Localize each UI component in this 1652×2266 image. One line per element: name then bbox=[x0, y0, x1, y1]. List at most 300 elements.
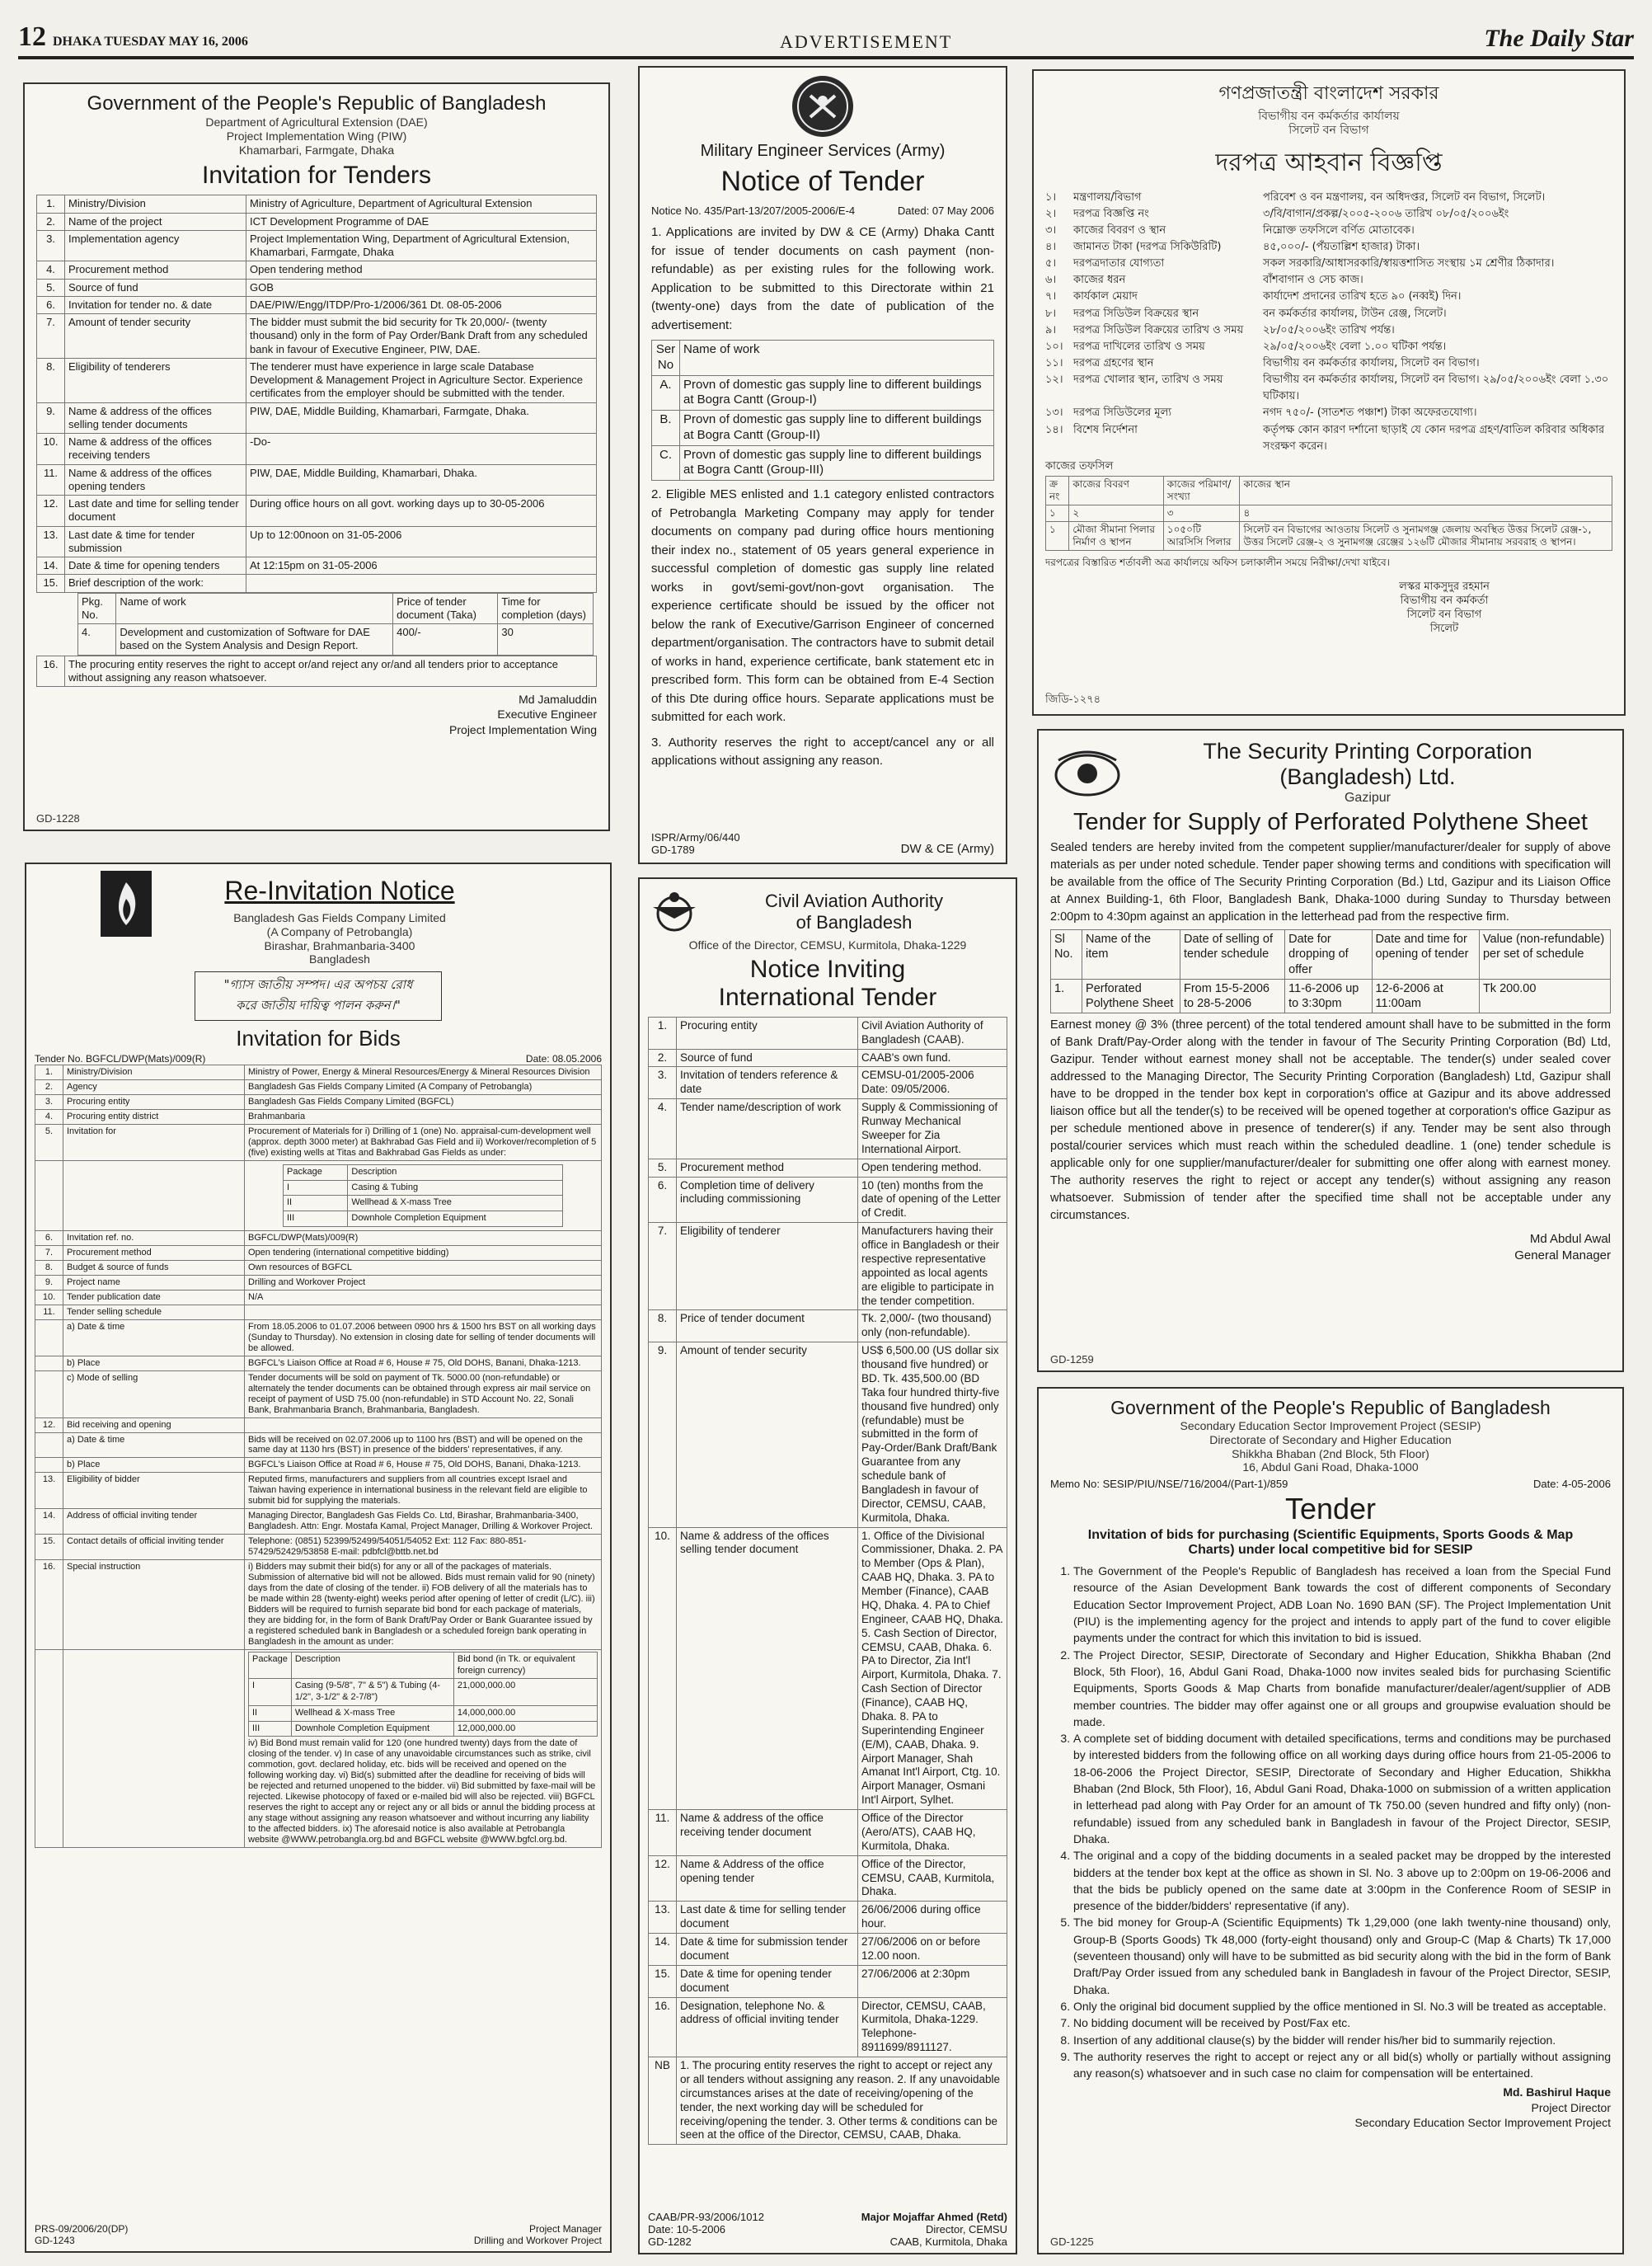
caab-office: Office of the Director, CEMSU, Kurmitola, Dhaka-1229 bbox=[688, 938, 967, 952]
bgfcl-row bbox=[35, 1110, 602, 1125]
bgfcl-bond-row bbox=[249, 1705, 598, 1721]
table-cell: ICT Development Programme of DAE bbox=[246, 213, 597, 230]
table-row bbox=[78, 593, 594, 624]
table-cell: Downhole Completion Equipment bbox=[291, 1721, 453, 1737]
table-cell: Downhole Completion Equipment bbox=[348, 1211, 563, 1227]
forest-cell: পরিবেশ ও বন মন্ত্রণালয়, বন অধিদপ্তর, সিলেট বন বিভাগ, সিলেট। bbox=[1263, 190, 1546, 204]
table-cell: 6. bbox=[37, 296, 65, 313]
table-cell: Open tendering method bbox=[246, 261, 597, 279]
sesip-sig-office: Secondary Education Sector Improvement Project bbox=[1354, 2115, 1611, 2129]
bgfcl-pkg-row bbox=[284, 1211, 563, 1227]
caab-date: Date: 10-5-2006 bbox=[648, 2223, 725, 2235]
table-cell: b) Place bbox=[63, 1458, 245, 1473]
sesip-l2: Directorate of Secondary and Higher Education bbox=[1209, 1432, 1452, 1446]
table-cell: Ministry of Agriculture, Department of Agricultural Extension bbox=[246, 195, 597, 213]
caab-sig-name: Major Mojaffar Ahmed (Retd) bbox=[861, 2211, 1007, 2223]
bgfcl-row bbox=[35, 1370, 602, 1417]
caab-row bbox=[649, 1159, 1007, 1177]
forest-row bbox=[1045, 190, 1612, 206]
mes-gd: GD-1789 bbox=[651, 844, 695, 856]
dae-row bbox=[37, 296, 597, 313]
forest-cell: নিম্নোক্ত তফসিলে বর্ণিত মোতাবেক। bbox=[1263, 223, 1415, 237]
spcbl-gd: GD-1259 bbox=[1050, 1353, 1094, 1366]
table-header: Name of the item bbox=[1082, 930, 1180, 979]
table-cell: Date & time for opening tenders bbox=[65, 557, 246, 575]
page-header bbox=[18, 23, 1634, 59]
bgfcl-date: Date: 08.05.2006 bbox=[525, 1053, 602, 1065]
sesip-item: 9. The authority reserves the right to accept or reject any or all bid(s) wholly or partially without assigning any reason(s) whatsoever and in such case no claim for compensation will be entertained. bbox=[1073, 2048, 1611, 2082]
table-cell: CEMSU-01/2005-2006 Date: 09/05/2006. bbox=[858, 1067, 1007, 1099]
table-cell: 7. bbox=[37, 314, 65, 359]
table-cell: Supply & Commissioning of Runway Mechanical Sweeper for Zia International Airport. bbox=[858, 1099, 1007, 1159]
bgfcl-bond-row bbox=[249, 1721, 598, 1737]
mes-ref: ISPR/Army/06/440 bbox=[651, 831, 740, 844]
table-cell: Procurement method bbox=[65, 261, 246, 279]
table-cell: Price of tender document bbox=[677, 1310, 858, 1342]
table-cell: III bbox=[284, 1211, 348, 1227]
table-cell: Wellhead & X-mass Tree bbox=[291, 1705, 453, 1721]
dae-tender-ad bbox=[23, 82, 610, 831]
bgfcl-bond-table bbox=[248, 1652, 598, 1737]
forest-gd: জিডি-১২৭৪ bbox=[1045, 693, 1101, 706]
table-cell bbox=[35, 1432, 63, 1458]
caab-sig-title: Director, CEMSU bbox=[926, 2223, 1007, 2235]
forest-tf-label: কাজের তফসিল bbox=[1045, 459, 1114, 472]
caab-sig-office: CAAB, Kurmitola, Dhaka bbox=[889, 2235, 1007, 2248]
dae-row bbox=[37, 213, 597, 230]
forest-row bbox=[1045, 272, 1612, 289]
table-cell: The tenderer must have experience in large scale Database Development & Management Project in Agriculture Sector. Experience certificates from the employer should be submitted with the tender. bbox=[246, 358, 597, 402]
table-cell: b) Place bbox=[63, 1356, 245, 1370]
table-cell: 3. bbox=[37, 230, 65, 261]
table-cell: Ministry/Division bbox=[65, 195, 246, 213]
dae-line2: Project Implementation Wing (PIW) bbox=[226, 129, 407, 143]
table-cell: 7. bbox=[35, 1245, 63, 1260]
table-header: কাজের বিবরণ bbox=[1069, 476, 1163, 505]
forest-cell: ২৮/০৫/২০০৬ইং তারিখ পর্যন্ত। bbox=[1263, 323, 1395, 336]
table-cell bbox=[35, 1319, 63, 1356]
table-cell: Invitation ref. no. bbox=[63, 1230, 245, 1245]
sesip-l3: Shikkha Bhaban (2nd Block, 5th Floor) bbox=[1232, 1446, 1429, 1460]
table-cell: 26/06/2006 during office hour. bbox=[858, 1902, 1007, 1934]
forest-cell: কার্যাদেশ প্রদানের তারিখ হতে ৯০ (নব্বই) দিন। bbox=[1263, 290, 1462, 303]
table-cell: From 15-5-2006 to 28-5-2006 bbox=[1180, 979, 1284, 1013]
caab-row bbox=[649, 1049, 1007, 1067]
table-cell: Special instruction bbox=[63, 1560, 245, 1650]
table-cell: 4. bbox=[35, 1110, 63, 1125]
dae-line3: Khamarbari, Farmgate, Dhaka bbox=[238, 143, 395, 157]
table-row bbox=[1046, 476, 1612, 505]
table-cell: 6. bbox=[35, 1230, 63, 1245]
table-row bbox=[1046, 521, 1612, 550]
forest-row bbox=[1045, 306, 1612, 322]
spcbl-tender-ad bbox=[1037, 729, 1624, 1372]
mes-org: Military Engineer Services (Army) bbox=[700, 142, 946, 160]
table-cell: Civil Aviation Authority of Bangladesh (CAAB). bbox=[858, 1017, 1007, 1049]
table-cell: 4. bbox=[78, 624, 116, 656]
table-header-row bbox=[652, 341, 994, 376]
table-cell: ৩ bbox=[1163, 505, 1240, 521]
table-row bbox=[1051, 930, 1611, 979]
mes-para2: 2. Eligible MES enlisted and 1.1 category enlisted contractors of Petrobangla Marketing Company may apply for tender documents on company pad during office hours mentioning their index no., statement of 05 years general experience in successful completion of domestic gas supply line related works in govt/semi-govt/non-govt organisation. The experience certificate should be issued by the officer not below the rank of Executive/Garrison Engineer of concerned department/organisation. The contractors have to submit detail of works in hand, experience certificate, bank statement etc in prescribed form. This form can be obtained from E-4 Section of this Dte during office hours. Separate applications must be submitted for each work. bbox=[651, 487, 994, 724]
table-cell: Provn of domestic gas supply line to different buildings at Bogra Cantt (Group-III) bbox=[680, 445, 994, 481]
forest-cell: ১১। bbox=[1045, 357, 1063, 369]
forest-cell: দরপত্র গ্রহণের স্থান bbox=[1073, 357, 1154, 369]
table-cell: DAE/PIW/Engg/ITDP/Pro-1/2006/361 Dt. 08-05-2006 bbox=[246, 296, 597, 313]
forest-row bbox=[1045, 223, 1612, 239]
table-header: Price of tender document (Taka) bbox=[393, 593, 498, 624]
bgfcl-sig-title: Project Manager bbox=[528, 2223, 602, 2235]
table-cell: Procuring entity bbox=[677, 1017, 858, 1049]
table-cell: 9. bbox=[35, 1275, 63, 1290]
table-cell: Completion time of delivery including commissioning bbox=[677, 1177, 858, 1223]
bgfcl-row bbox=[35, 1458, 602, 1473]
dae-sig-name: Md Jamaluddin bbox=[519, 693, 597, 707]
forest-cell: দরপত্র সিডিউল বিক্রয়ের তারিখ ও সময় bbox=[1073, 323, 1244, 336]
caab-heading1: Notice Inviting bbox=[749, 955, 906, 983]
table-cell: During office hours on all govt. working days up to 30-05-2006 bbox=[246, 496, 597, 527]
table-cell: Last date & time for tender submission bbox=[65, 526, 246, 557]
table-cell: Casing & Tubing bbox=[348, 1180, 563, 1196]
caab-row bbox=[649, 1965, 1007, 1997]
table-cell: 6. bbox=[649, 1177, 677, 1223]
bgfcl-row bbox=[35, 1356, 602, 1370]
table-cell: 4. bbox=[649, 1099, 677, 1159]
table-cell: 5. bbox=[37, 279, 65, 296]
table-cell: Invitation for tender no. & date bbox=[65, 296, 246, 313]
table-cell: 14. bbox=[37, 557, 65, 575]
caab-logo-icon bbox=[648, 886, 701, 938]
caab-nb-label: NB bbox=[649, 2057, 677, 2145]
dae-table bbox=[36, 195, 597, 592]
table-cell: III bbox=[249, 1721, 292, 1737]
table-cell: Tender documents will be sold on payment of Tk. 5000.00 (non-refundable) or alternately the tender documents can be obtained through express air mail service on receipt of payment of USD 75.00 (non-refundable) in STD Account No. 22, Sonali Bank, Brahmanbaria Branch, Brahmanbaria, Bangladesh. bbox=[245, 1370, 602, 1417]
forest-row bbox=[1045, 206, 1612, 223]
masthead: The Daily Star bbox=[1484, 25, 1634, 52]
bgfcl-l2: (A Company of Petrobangla) bbox=[266, 924, 413, 938]
mes-para1: 1. Applications are invited by DW & CE (Army) Dhaka Cantt for issue of tender documents on cash payment (non-refundable) as per existing rules for the following work. Application to be submitted to this Directorate within 21 (twenty-one) days from the date of publication of the advertisement: bbox=[651, 225, 994, 332]
dae-heading: Invitation for Tenders bbox=[202, 162, 431, 190]
page-number: 12 bbox=[18, 21, 46, 52]
table-cell: 10. bbox=[37, 434, 65, 465]
table-cell: Implementation agency bbox=[65, 230, 246, 261]
table-cell: Bid receiving and opening bbox=[63, 1417, 245, 1432]
table-cell: 9. bbox=[649, 1342, 677, 1527]
bgfcl-logo-icon bbox=[101, 871, 152, 937]
table-cell: a) Date & time bbox=[63, 1319, 245, 1356]
table-cell: 7. bbox=[649, 1223, 677, 1310]
sesip-item: 7. No bidding document will be received by Post/Fax etc. bbox=[1073, 2014, 1611, 2031]
bgfcl-row bbox=[35, 1125, 602, 1161]
table-cell: 15. bbox=[37, 575, 65, 592]
bgfcl-quote1: "গ্যাস জাতীয় সম্পদ। এর অপচয় রোধ bbox=[223, 977, 413, 993]
table-cell: 15. bbox=[35, 1535, 63, 1560]
mes-heading: Notice of Tender bbox=[720, 166, 925, 197]
forest-cell: ১৩। bbox=[1045, 407, 1063, 420]
dae-row bbox=[37, 358, 597, 402]
table-cell: ২ bbox=[1069, 505, 1163, 521]
table-cell: 11-6-2006 up to 3:30pm bbox=[1285, 979, 1372, 1013]
dateline: DHAKA TUESDAY MAY 16, 2006 bbox=[53, 35, 248, 49]
table-cell: Bangladesh Gas Fields Company Limited (A Company of Petrobangla) bbox=[245, 1080, 602, 1095]
caab-org1: Civil Aviation Authority bbox=[764, 891, 944, 911]
table-cell: 10 (ten) months from the date of opening of the Letter of Credit. bbox=[858, 1177, 1007, 1223]
table-header: Description bbox=[348, 1164, 563, 1180]
forest-cell: ২। bbox=[1045, 207, 1057, 220]
spcbl-signature bbox=[1050, 1231, 1611, 1263]
table-header: Date and time for opening of tender bbox=[1372, 930, 1479, 979]
dae-row bbox=[37, 279, 597, 296]
bgfcl-row bbox=[35, 1319, 602, 1356]
table-cell: Procurement of Materials for i) Drilling of 1 (one) No. appraisal-cum-development well (approx. depth 3000 meter) at Bakhrabad Gas Field and ii) Workover/recompletion of 5 (five) existing wells at Titas and Bakhrabad Gas Fields as under: bbox=[245, 1125, 602, 1161]
spcbl-title3: Gazipur bbox=[1344, 791, 1392, 805]
bgfcl-pkg-row bbox=[284, 1196, 563, 1211]
table-header: কাজের স্থান bbox=[1240, 476, 1612, 505]
bgfcl-l1: Bangladesh Gas Fields Company Limited bbox=[233, 911, 446, 924]
bgfcl-table bbox=[35, 1065, 602, 1848]
caab-heading2: International Tender bbox=[718, 983, 937, 1011]
table-header: Pkg. No. bbox=[78, 593, 116, 624]
caab-row bbox=[649, 1017, 1007, 1049]
table-cell: 5. bbox=[35, 1125, 63, 1161]
forest-cell: নগদ ৭৫০/- (সাতশত পঞ্চাশ) টাকা অফেরতযোগ্য। bbox=[1263, 407, 1477, 420]
bgfcl-l3: Birashar, Brahmanbaria-3400 bbox=[264, 938, 415, 952]
table-cell: The bidder must submit the bid security for Tk 20,000/- (twenty thousand) only in the form of Pay Order/Bank Draft from any scheduled bank in favour of Executive Engineer, PIW, DAE. bbox=[246, 314, 597, 359]
caab-nb: 1. The procuring entity reserves the right to accept or reject any or all tenders without assigning any reason. 2. If any unavoidable circumstances arises at the date of receiving/opening of the tender, the next working day will be scheduled for receiving/opening the tender. 3. Other terms & conditions can be seen at the office of the Director, CEMSU, CAAB, Dhaka. bbox=[677, 2057, 1007, 2145]
table-cell: c) Mode of selling bbox=[63, 1370, 245, 1417]
table-cell: 8. bbox=[649, 1310, 677, 1342]
spcbl-heading: Tender for Supply of Perforated Polythene Sheet bbox=[1073, 809, 1588, 836]
forest-cell: ৮। bbox=[1045, 307, 1057, 320]
table-cell: 5. bbox=[649, 1159, 677, 1177]
table-cell bbox=[35, 1356, 63, 1370]
table-cell: 12. bbox=[35, 1417, 63, 1432]
dae-row bbox=[37, 496, 597, 527]
table-cell: Last date and time for selling tender document bbox=[65, 496, 246, 527]
table-cell: Managing Director, Bangladesh Gas Fields Co. Ltd, Birashar, Brahmanbaria-3400, Bangladesh. Attn: Engr. Mostafa Kamal, Project Manager, Drilling & Workover Project. bbox=[245, 1509, 602, 1535]
forest-cell: দরপত্র সিডিউল বিক্রয়ের স্থান bbox=[1073, 307, 1199, 320]
dae-row bbox=[37, 230, 597, 261]
dae-row bbox=[37, 261, 597, 279]
table-cell: 9. bbox=[37, 402, 65, 434]
table-cell: 15. bbox=[649, 1965, 677, 1997]
bgfcl-heading: Re-Invitation Notice bbox=[224, 876, 455, 905]
table-cell: Brief description of the work: bbox=[65, 575, 246, 592]
table-cell: Name & address of the offices receiving tenders bbox=[65, 434, 246, 465]
table-cell: 14. bbox=[649, 1934, 677, 1966]
forest-cell: ১২। bbox=[1045, 374, 1063, 387]
table-header: Date for dropping of offer bbox=[1285, 930, 1372, 979]
caab-row bbox=[649, 1310, 1007, 1342]
table-cell: Invitation for bbox=[63, 1125, 245, 1161]
table-cell: Eligibility of tenderer bbox=[677, 1223, 858, 1310]
table-cell: Own resources of BGFCL bbox=[245, 1260, 602, 1275]
bgfcl-tender-ad bbox=[25, 863, 612, 2253]
caab-row bbox=[649, 1997, 1007, 2057]
caab-row bbox=[649, 1855, 1007, 1902]
caab-row bbox=[649, 1934, 1007, 1966]
forest-cell: বিভাগীয় বন কর্মকর্তার কার্যালয়, সিলেট বন বিভাগ। bbox=[1263, 357, 1480, 369]
table-header: Time for completion (days) bbox=[498, 593, 593, 624]
table-cell: Address of official inviting tender bbox=[63, 1509, 245, 1535]
dae-row bbox=[37, 195, 597, 213]
dae-line1: Department of Agricultural Extension (DAE) bbox=[205, 115, 428, 129]
table-cell: Procurement method bbox=[677, 1159, 858, 1177]
forest-row bbox=[1045, 339, 1612, 355]
mes-sig: DW & CE (Army) bbox=[900, 842, 994, 856]
table-cell: Tk. 2,000/- (two thousand) only (non-refundable). bbox=[858, 1310, 1007, 1342]
forest-cell: ৪। bbox=[1045, 241, 1057, 254]
table-cell: 11. bbox=[37, 464, 65, 496]
sesip-sig-title: Project Director bbox=[1531, 2100, 1611, 2114]
table-cell: At 12:15pm on 31-05-2006 bbox=[246, 557, 597, 575]
bgfcl-pkg-table bbox=[283, 1164, 563, 1227]
forest-signature bbox=[1276, 581, 1612, 637]
forest-cell: ৭। bbox=[1045, 290, 1057, 303]
table-cell: Drilling and Workover Project bbox=[245, 1275, 602, 1290]
forest-cell: ৬। bbox=[1045, 274, 1057, 287]
table-cell: CAAB's own fund. bbox=[858, 1049, 1007, 1067]
table-cell: ১ bbox=[1046, 521, 1069, 550]
caab-row bbox=[649, 1342, 1007, 1527]
sesip-item: 1. The Government of the People's Republic of Bangladesh has received a loan from the Special Fund resource of the Asian Development Bank towards the cost of different components of Secondary Education Sector Improvement Project, ADB Loan No. 1690 BAN (SF). The Project Implementation Unit (PIU) is the implementing agency for the project and intends to apply part of the fund to cover eligible payments under the contract for which this invitation to bid is issued. bbox=[1073, 1563, 1611, 1646]
table-cell bbox=[245, 1305, 602, 1319]
table-cell: -Do- bbox=[246, 434, 597, 465]
caab-row bbox=[649, 1099, 1007, 1159]
forest-sig-office: সিলেট বন বিভাগ bbox=[1406, 608, 1482, 621]
table-cell: Project Implementation Wing, Department of Agricultural Extension, Khamarbari, Farmgate, Dhaka bbox=[246, 230, 597, 261]
sesip-memo: Memo No: SESIP/PIU/NSE/716/2004/(Part-1)/859 bbox=[1050, 1478, 1288, 1491]
dae-work-table bbox=[77, 593, 594, 656]
dae-row16-text: The procuring entity reserves the right to accept or/and reject any or/and all tenders prior to acceptance without assigning any reason whatsoever. bbox=[65, 656, 597, 687]
forest-cell: কাজের বিবরণ ও স্থান bbox=[1073, 223, 1166, 237]
caab-gd: GD-1282 bbox=[648, 2235, 692, 2248]
forest-cell: ৩/বি/বাগান/প্রকল্প/২০০৫-২০০৬ তারিখ ০৮/০৫/২০০৬ইং bbox=[1263, 207, 1509, 220]
forest-cell: কাজের ধরন bbox=[1073, 274, 1126, 287]
table-cell: Amount of tender security bbox=[65, 314, 246, 359]
table-cell: 10. bbox=[649, 1527, 677, 1810]
table-cell: Manufacturers having their office in Bangladesh or their respective representative appointed as local agents are eligible to participate in the tender competition. bbox=[858, 1223, 1007, 1310]
bgfcl-row bbox=[35, 1080, 602, 1095]
table-cell: Last date & time for selling tender document bbox=[677, 1902, 858, 1934]
forest-cell: ১০। bbox=[1045, 340, 1063, 353]
table-cell: 8. bbox=[35, 1260, 63, 1275]
table-cell: 1. bbox=[37, 195, 65, 213]
bgfcl-tender-no: Tender No. BGFCL/DWP(Mats)/009(R) bbox=[35, 1053, 206, 1065]
table-cell: 11. bbox=[35, 1305, 63, 1319]
table-cell: সিলেট বন বিভাগের আওতায় সিলেট ও সুনামগঞ্জ জেলায় অবস্থিত উত্তর সিলেট রেঞ্জ-১, উত্তর সিলেট রেঞ্জ-২ ও সুনামগঞ্জ রেঞ্জের ১২৬টি মৌজার সীমানায় সরবরাহ ও স্থাপন। bbox=[1240, 521, 1612, 550]
table-cell: Casing (9-5/8", 7" & 5") & Tubing (4-1/2", 3-1/2" & 2-7/8") bbox=[291, 1679, 453, 1706]
table-cell: Office of the Director, CEMSU, CAAB, Kurmitola, Dhaka. bbox=[858, 1855, 1007, 1902]
table-cell: BGFCL/DWP(Mats)/009(R) bbox=[245, 1230, 602, 1245]
forest-cell: কার্যকাল মেয়াদ bbox=[1073, 290, 1138, 303]
bgfcl-row bbox=[35, 1065, 602, 1080]
table-header: Description bbox=[291, 1652, 453, 1679]
table-cell: 8. bbox=[37, 358, 65, 402]
table-cell: Office of the Director (Aero/ATS), CAAB HQ, Kurmitola, Dhaka. bbox=[858, 1810, 1007, 1856]
dae-row bbox=[37, 402, 597, 434]
spcbl-seal-icon bbox=[1050, 744, 1124, 802]
table-cell: 14. bbox=[35, 1509, 63, 1535]
table-header: Bid bond (in Tk. or equivalent foreign currency) bbox=[453, 1652, 597, 1679]
sesip-heading: Tender bbox=[1284, 1492, 1377, 1526]
mes-dated: Dated: 07 May 2006 bbox=[897, 205, 994, 217]
table-cell: PIW, DAE, Middle Building, Khamarbari, Farmgate, Dhaka. bbox=[246, 402, 597, 434]
mes-work-row bbox=[652, 445, 994, 481]
table-cell: Director, CEMSU, CAAB, Kurmitola, Dhaka-1229. Telephone-8911699/8911127. bbox=[858, 1997, 1007, 2057]
table-cell: 2. bbox=[37, 213, 65, 230]
spcbl-title1: The Security Printing Corporation bbox=[1203, 739, 1532, 764]
forest-cell: দরপত্রদাতার যোগ্যতা bbox=[1073, 257, 1165, 270]
forest-tender-ad bbox=[1032, 69, 1626, 716]
table-cell bbox=[246, 575, 597, 592]
table-cell: 4. bbox=[37, 261, 65, 279]
table-cell: 12,000,000.00 bbox=[453, 1721, 597, 1737]
table-cell: Bangladesh Gas Fields Company Limited (BGFCL) bbox=[245, 1095, 602, 1110]
table-header: Name of work bbox=[116, 593, 393, 624]
table-cell: Source of fund bbox=[677, 1049, 858, 1067]
table-cell: Procuring entity bbox=[63, 1095, 245, 1110]
forest-tf-table bbox=[1045, 476, 1612, 551]
bgfcl-row bbox=[35, 1560, 602, 1650]
forest-cell: ১। bbox=[1045, 190, 1057, 204]
dae-row bbox=[37, 557, 597, 575]
section-label: ADVERTISEMENT bbox=[780, 31, 953, 52]
forest-title: গণপ্রজাতন্ত্রী বাংলাদেশ সরকার bbox=[1218, 83, 1439, 104]
table-cell: Tk 200.00 bbox=[1479, 979, 1610, 1013]
table-header: Package bbox=[284, 1164, 348, 1180]
table-cell: ১ bbox=[1046, 505, 1069, 521]
table-cell: BGFCL's Liaison Office at Road # 6, House # 75, Old DOHS, Banani, Dhaka-1213. bbox=[245, 1458, 602, 1473]
bgfcl-quote2: করে জাতীয় দায়িত্ব পালন করুন।" bbox=[236, 998, 401, 1013]
forest-cell: মন্ত্রণালয়/বিভাগ bbox=[1073, 190, 1142, 204]
table-cell: Telephone: (0851) 52399/52499/54051/54052 Ext: 112 Fax: 880-851-57429/52429/53858 E-mail: pdbfcl@bttb.net.bd bbox=[245, 1535, 602, 1560]
forest-row bbox=[1045, 289, 1612, 305]
table-cell: From 18.05.2006 to 01.07.2006 between 0900 hrs & 1500 hrs BST on all working days (Sunday to Thursday). No extension in closing date for selling of tender documents will be allowed. bbox=[245, 1319, 602, 1356]
forest-row bbox=[1045, 256, 1612, 272]
forest-cell: ৫। bbox=[1045, 257, 1057, 270]
forest-cell: দরপত্র দাখিলের তারিখ ও সময় bbox=[1073, 340, 1205, 353]
table-header: Date of selling of tender schedule bbox=[1180, 930, 1284, 979]
table-cell: I bbox=[249, 1679, 292, 1706]
table-cell: 2. bbox=[649, 1049, 677, 1067]
table-cell: 1. bbox=[1051, 979, 1082, 1013]
table-cell: 3. bbox=[35, 1095, 63, 1110]
bgfcl-row bbox=[35, 1535, 602, 1560]
sesip-date: Date: 4-05-2006 bbox=[1533, 1478, 1611, 1491]
mes-work-row bbox=[652, 411, 994, 446]
forest-row bbox=[1045, 239, 1612, 256]
bgfcl-row bbox=[35, 1230, 602, 1245]
bgfcl-row bbox=[35, 1417, 602, 1432]
bgfcl-row bbox=[35, 1290, 602, 1305]
sesip-title: Government of the People's Republic of Bangladesh bbox=[1110, 1397, 1551, 1418]
dae-sig-office: Project Implementation Wing bbox=[449, 722, 597, 736]
table-cell: Source of fund bbox=[65, 279, 246, 296]
table-cell: 13. bbox=[37, 526, 65, 557]
forest-cell: সকল সরকারি/আধাসরকারি/স্বায়ত্তশাসিত সংস্থায় ১ম শ্রেণীর ঠিকাদার। bbox=[1263, 257, 1555, 270]
sesip-l1: Secondary Education Sector Improvement Project (SESIP) bbox=[1180, 1419, 1481, 1432]
sesip-item: 8. Insertion of any additional clause(s) by the bidder will render his/her bid to summarily rejection. bbox=[1073, 2032, 1611, 2048]
table-cell: i) Bidders may submit their bid(s) for any or all of the packages of materials. Submission of alternative bid will not be allowed. Bids must remain valid for 90 (ninety) days from the date of closing of the tender. ii) FOB delivery of all the materials has to be made within 28 (twenty-eight) weeks period after opening of letter of credit (L/C). iii) Bidders will be required to furnish separate bid bond for each package of materials, they are bidding for, in the form of Bank Draft/Pay Order or Bank Guarantee issued by a registered scheduled bank in Bangladesh or a scheduled foreign bank operating in Bangladesh in the amount as under: bbox=[245, 1560, 602, 1650]
dae-gd: GD-1228 bbox=[36, 812, 80, 825]
bgfcl-sub-heading: Invitation for Bids bbox=[236, 1026, 401, 1051]
table-cell: 27/06/2006 on or before 12.00 noon. bbox=[858, 1934, 1007, 1966]
table-cell: II bbox=[284, 1196, 348, 1211]
caab-tender-ad bbox=[638, 877, 1017, 2254]
bgfcl-ref: PRS-09/2006/20(DP) bbox=[35, 2223, 129, 2235]
table-cell: Eligibility of tenderers bbox=[65, 358, 246, 402]
